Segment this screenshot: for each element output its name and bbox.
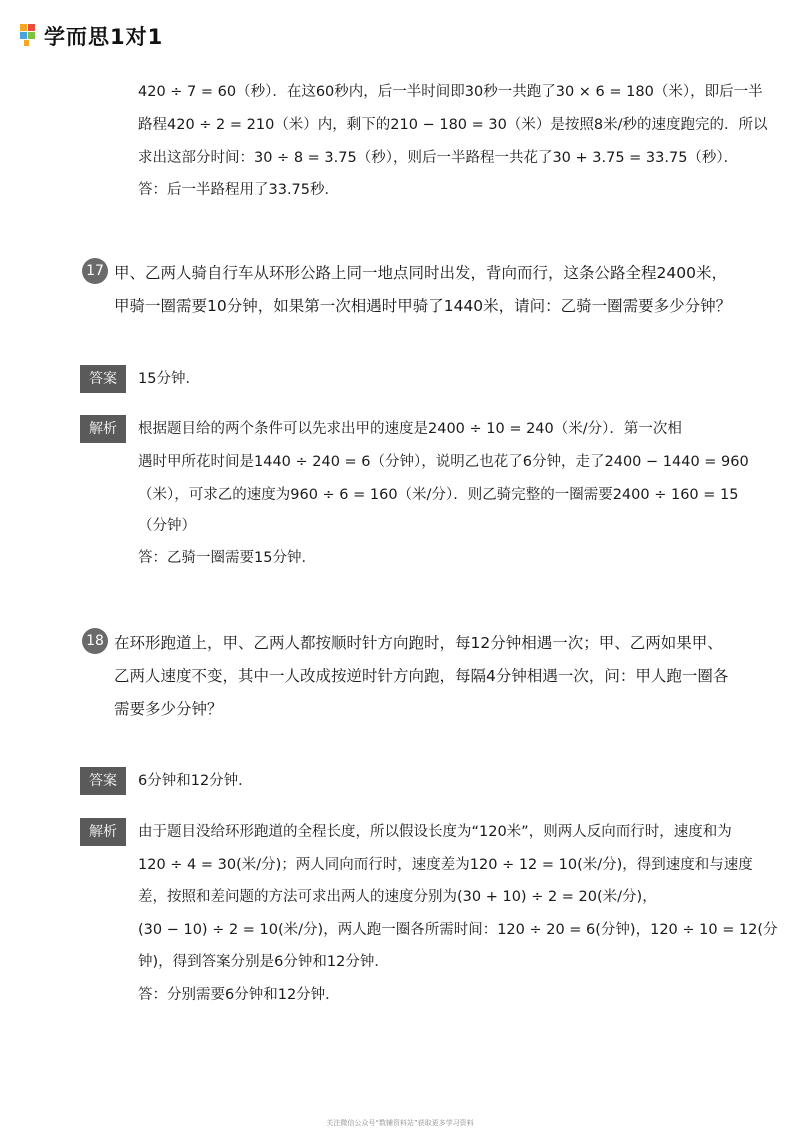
question-18-answer: 6分钟和12分钟． — [138, 773, 253, 789]
analysis-line: 差，按照和差问题的方法可求出两人的速度分别为(30 + 10) ÷ 2 = 20(米/分)， — [138, 889, 657, 905]
question-17-text: 甲、乙两人骑自行车从环形公路上同一地点同时出发，背向而行，这条公路全程2400米， — [114, 264, 727, 282]
logo-mark-icon — [20, 24, 40, 48]
analysis-line: 120 ÷ 4 = 30(米/分)；两人同向而行时，速度差为120 ÷ 12 = 10(米/分)，得到速度和与速度 — [138, 857, 753, 873]
analysis-label: 解析 — [80, 818, 126, 846]
question-18-text: 乙两人速度不变，其中一人改成按逆时针方向跑，每隔4分钟相遇一次，问：甲人跑一圈各 — [114, 667, 729, 685]
question-18-text: 在环形跑道上，甲、乙两人都按顺时针方向跑时，每12分钟相遇一次；甲、乙两如果甲、 — [114, 634, 723, 652]
analysis-line: （分钟） — [138, 518, 196, 534]
answer-label: 答案 — [80, 365, 126, 393]
question-17-number: 17 — [82, 258, 108, 284]
analysis-line: (30 − 10) ÷ 2 = 10(米/分)，两人跑一圈各所需时间：120 ÷ 20 = 6(分钟)，120 ÷ 10 = 12(分 — [138, 922, 778, 938]
prev-solution-answer: 答：后一半路程用了33.75秒． — [138, 182, 340, 198]
prev-solution-line: 求出这部分时间：30 ÷ 8 = 3.75（秒），则后一半路程一共花了30 + 3.75 = 33.75（秒）． — [138, 150, 739, 166]
question-17-answer: 15分钟． — [138, 371, 200, 387]
prev-solution-line: 420 ÷ 7 = 60（秒）．在这60秒内，后一半时间即30秒一共跑了30 × 6 = 180（米），即后一半 — [138, 84, 763, 100]
analysis-conclusion: 答：分别需要6分钟和12分钟． — [138, 987, 340, 1003]
brand-logo — [20, 22, 163, 50]
analysis-line: 根据题目给的两个条件可以先求出甲的速度是2400 ÷ 10 = 240（米/分）．第一次相 — [138, 421, 682, 437]
logo-text: 学而思1对1 — [44, 25, 164, 49]
analysis-conclusion: 答：乙骑一圈需要15分钟． — [138, 550, 316, 566]
answer-label: 答案 — [80, 767, 126, 795]
question-17-text: 甲骑一圈需要10分钟，如果第一次相遇时甲骑了1440米，请问：乙骑一圈需要多少分钟？ — [114, 297, 732, 315]
analysis-label: 解析 — [80, 415, 126, 443]
question-18-text: 需要多少分钟？ — [114, 700, 223, 718]
prev-solution-line: 路程420 ÷ 2 = 210（米）内，剩下的210 − 180 = 30（米）是按照8米/秒的速度跑完的．所以 — [138, 117, 768, 133]
footer-note: 关注微信公众号“数辅资料站”获取更多学习资料 — [326, 1119, 474, 1127]
analysis-line: 由于题目没给环形跑道的全程长度，所以假设长度为“120米”，则两人反向而行时，速度和为 — [138, 824, 732, 840]
analysis-line: 钟)，得到答案分别是6分钟和12分钟． — [138, 954, 389, 970]
analysis-line: 遇时甲所花时间是1440 ÷ 240 = 6（分钟），说明乙也花了6分钟，走了2400 − 1440 = 960 — [138, 454, 749, 470]
analysis-line: （米），可求乙的速度为960 ÷ 6 = 160（米/分）．则乙骑完整的一圈需要2400 ÷ 160 = 15 — [138, 487, 739, 503]
question-18-number: 18 — [82, 628, 108, 654]
